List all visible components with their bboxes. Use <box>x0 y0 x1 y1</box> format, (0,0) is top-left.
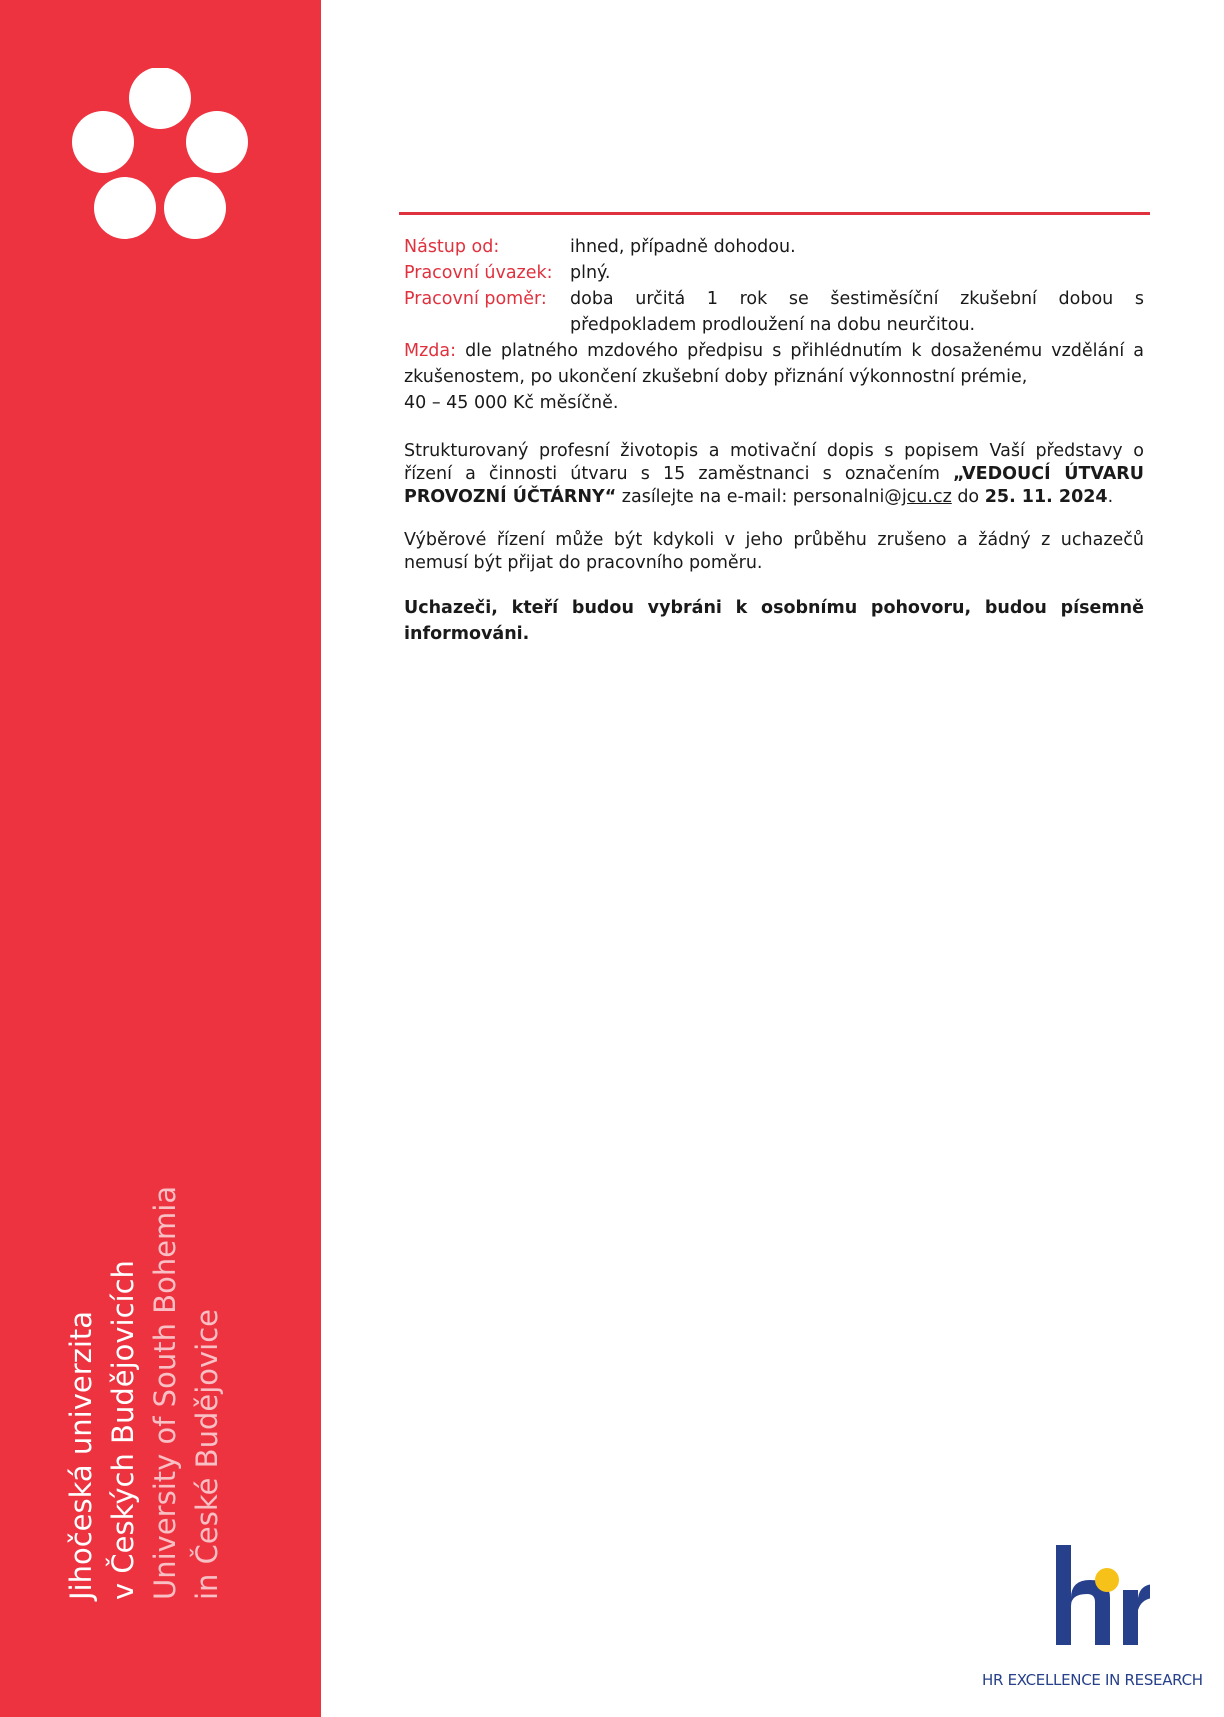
deadline: 25. 11. 2024 <box>984 487 1108 507</box>
university-name-en-line2: in České Budějovice <box>190 1308 224 1600</box>
workload-row <box>404 260 1144 286</box>
contract-value: doba určitá 1 rok se šestiměsíční zkušební dobou s předpokladem prodloužení na dobu neurčitou. <box>570 289 1144 335</box>
workload-value: plný. <box>570 263 611 283</box>
application-intro: Strukturovaný profesní životopis a motivační dopis s popisem Vaší představy o řízení a činnosti útvaru s 15 zaměstnanci s označením <box>404 441 1144 484</box>
university-name <box>60 1040 228 1600</box>
contract-row <box>404 286 1144 338</box>
hr-excellence-caption: HR EXCELLENCE IN RESEARCH <box>982 1671 1203 1689</box>
salary-paragraph <box>404 338 1144 390</box>
start-label: Nástup od: <box>404 237 500 257</box>
workload-label: Pracovní úvazek: <box>404 263 553 283</box>
application-send: zasílejte na e-mail: personalni@ <box>616 487 902 507</box>
application-paragraph <box>404 440 1144 509</box>
salary-amount: 40 – 45 000 Kč měsíčně. <box>404 393 619 413</box>
salary-value: dle platného mzdového předpisu s přihlédnutím k dosaženému vzdělání a zkušenostem, po ukončení zkušební doby přiznání výkonnostní prémie, <box>404 341 1144 387</box>
hr-excellence-logo-icon <box>1040 1540 1150 1650</box>
contract-label: Pracovní poměr: <box>404 289 547 309</box>
university-logo-icon <box>70 68 250 243</box>
sidebar <box>0 0 321 1717</box>
document-body <box>404 234 1144 647</box>
position-title: „VEDOUCÍ ÚTVARU PROVOZNÍ ÚČTÁRNY“ <box>404 464 1144 507</box>
university-name-cz-line2: v Českých Budějovicích <box>106 1260 140 1600</box>
application-period: . <box>1107 487 1114 507</box>
header-divider <box>399 212 1150 215</box>
closing-paragraph: Uchazeči, kteří budou vybráni k osobnímu pohovoru, budou písemně informováni. <box>404 598 1144 644</box>
email-domain-link[interactable]: jcu.cz <box>901 487 952 507</box>
university-name-en-line1: University of South Bohemia <box>148 1185 182 1600</box>
application-until: do <box>951 487 985 507</box>
start-row <box>404 234 1144 260</box>
notice-paragraph: Výběrové řízení může být kdykoli v jeho průběhu zrušeno a žádný z uchazečů nemusí být přijat do pracovního poměru. <box>404 530 1144 573</box>
salary-label: Mzda: <box>404 341 457 361</box>
start-value: ihned, případně dohodou. <box>570 237 796 257</box>
university-name-cz-line1: Jihočeská univerzita <box>64 1310 98 1600</box>
